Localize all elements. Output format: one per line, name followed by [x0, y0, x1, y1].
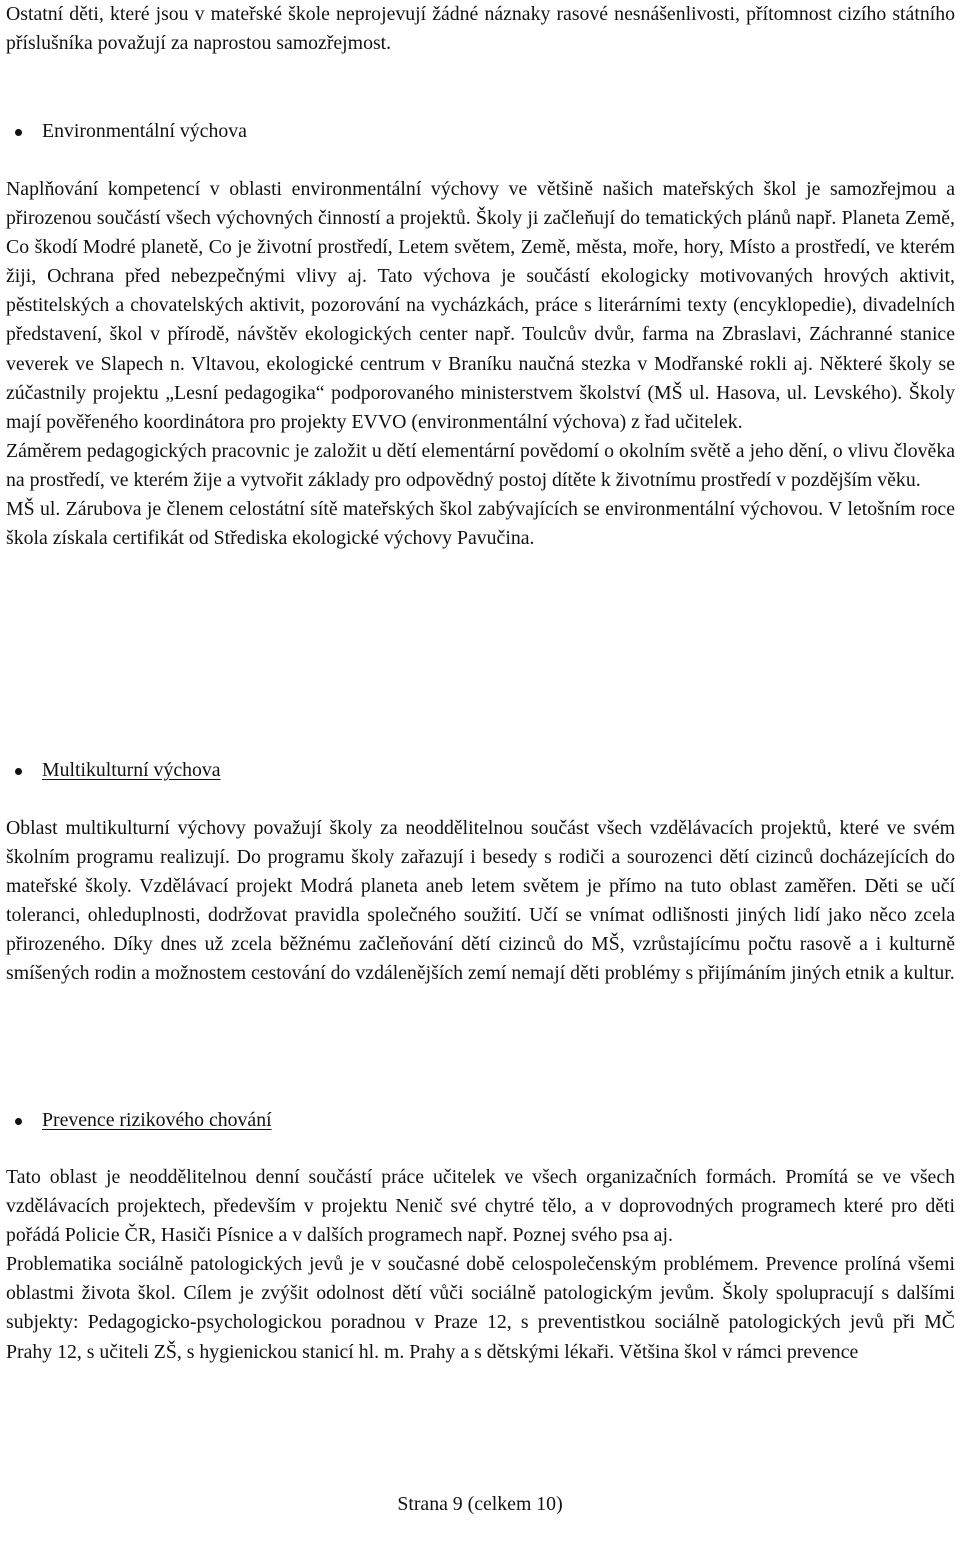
section-body-multicultural: [6, 814, 955, 989]
bullet-icon: [15, 129, 22, 136]
section-body-environmental: [6, 175, 955, 553]
paragraph: Tato oblast je neoddělitelnou denní součástí práce učitelek ve všech organizačních formách. Promítá se ve všech vzdělávacích projektech, především v projektu Nenič své chytré tělo, a v doprovodných programech které pro děti pořádá Policie ČR, Hasiči Písnice a v dalších programech např. Poznej svého psa aj.: [6, 1166, 955, 1247]
bullet-icon: [15, 768, 22, 775]
paragraph: Problematika sociálně patologických jevů je v současné době celospolečenským problémem. Prevence prolíná všemi oblastmi života škol. Cílem je zvýšit odolnost dětí vůči sociálně patologickým jevům. Školy spolupracují s dalšími subjekty: Pedagogicko-psychologickou poradnou v Praze 12, s preventistkou sociálně patologických jevů při MČ Prahy 12, s učiteli ZŠ, s hygienickou stanicí hl. m. Prahy a s dětskými lékaři. Většina škol v rámci prevence: [6, 1253, 955, 1363]
section-title: Prevence rizikového chování: [42, 1109, 272, 1131]
intro-text: Ostatní děti, které jsou v mateřské škole neprojevují žádné náznaky rasové nesnášenlivosti, přítomnost cizího státního příslušníka považují za naprostou samozřejmost.: [6, 3, 955, 55]
intro-paragraph: [6, 0, 955, 58]
paragraph: MŠ ul. Zárubova je členem celostátní sítě mateřských škol zabývajících se environmentální výchovou. V letošním roce škola získala certifikát od Střediska ekologické výchovy Pavučina.: [6, 498, 955, 550]
paragraph: Záměrem pedagogických pracovnic je založit u dětí elementární povědomí o okolním světě a jeho dění, o vlivu člověka na prostředí, ve kterém žije a vytvořit základy pro odpovědný postoj dítěte k životnímu prostředí v pozdějším věku.: [6, 439, 955, 491]
section-body-prevention: [6, 1163, 955, 1367]
section-heading-prevention: [6, 1106, 272, 1135]
section-heading-multicultural: [6, 756, 221, 785]
section-title: Environmentální výchova: [42, 120, 247, 142]
section-title: Multikulturní výchova: [42, 759, 221, 781]
paragraph: Naplňování kompetencí v oblasti environmentální výchovy ve většině našich mateřských škol je samozřejmou a přirozenou součástí všech výchovných činností a projektů. Školy ji začleňují do tematických plánů např. Planeta Země, Co škodí Modré planetě, Co je životní prostředí, Letem světem, Země, města, moře, hory, Místo a prostředí, ve kterém žiji, Ochrana před nebezpečnými vlivy aj. Tato výchova je součástí ekologicky motivovaných hrových aktivit, pěstitelských a chovatelských aktivit, pozorování na vycházkách, práce s literárními texty (encyklopedie), divadelních představení, škol v přírodě, návštěv ekologických center např. Toulcův dvůr, farma na Zbraslavi, Záchranné stanice veverek ve Slapech n. Vltavou, ekologické centrum v Braníku naučná stezka v Modřanské rokli aj. Některé školy se zúčastnily projektu „Lesní pedagogika“ podporovaného ministerstvem školství (MŠ ul. Hasova, ul. Levského). Školy mají pověřeného koordinátora pro projekty EVVO (environmentální výchova) z řad učitelek.: [6, 178, 955, 433]
section-heading-environmental: [6, 117, 247, 146]
page-number-footer: Strana 9 (celkem 10): [397, 1493, 563, 1515]
paragraph: Oblast multikulturní výchovy považují školy za neoddělitelnou součást všech vzdělávacích projektů, které ve svém školním programu realizují. Do programu školy zařazují i besedy s rodiči a sourozenci dětí cizinců docházejících do mateřské školy. Vzdělávací projekt Modrá planeta aneb letem světem je přímo na tuto oblast zaměřen. Děti se učí toleranci, ohleduplnosti, dodržovat pravidla společného soužití. Učí se vnímat odlišnosti jiných lidí jako něco zcela přirozeného. Díky dnes už zcela běžnému začleňování dětí cizinců do MŠ, vzrůstajícímu počtu rasově a i kulturně smíšených rodin a možnostem cestování do vzdálenějších zemí nemají děti problémy s přijímáním jiných etnik a kultur.: [6, 817, 955, 985]
bullet-icon: [15, 1118, 22, 1125]
